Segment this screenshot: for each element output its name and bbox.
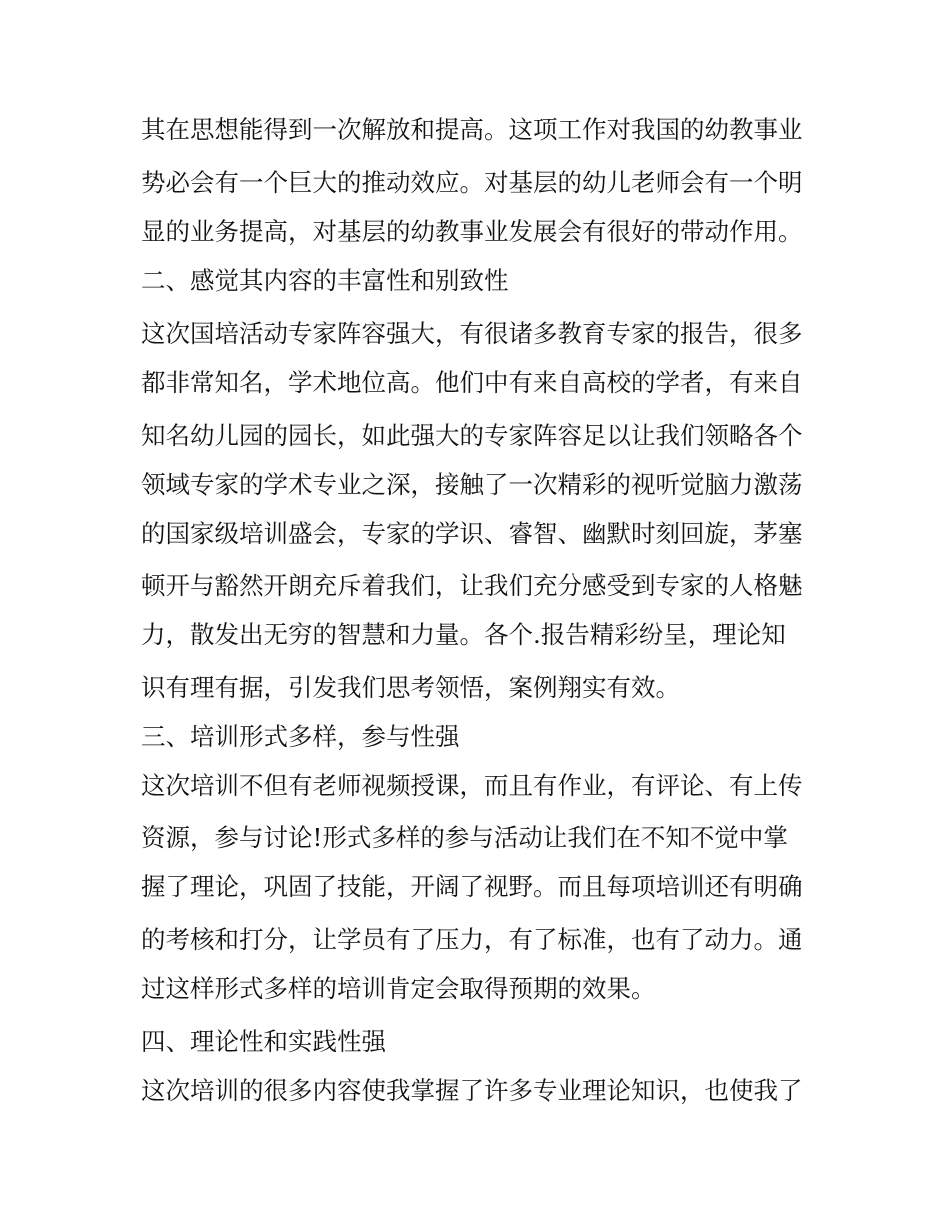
body-text-line: 显的业务提高，对基层的幼教事业发展会有很好的带动作用。 — [141, 217, 803, 246]
body-text-line: 这次培训不但有老师视频授课，而且有作业，有评论、有上传 — [141, 771, 803, 800]
body-text-line: 资源，参与讨论!形式多样的参与活动让我们在不知不觉中掌 — [141, 823, 788, 852]
body-text-line: 都非常知名，学术地位高。他们中有来自高校的学者，有来自 — [141, 368, 803, 397]
body-text-line: 顿开与豁然开朗充斥着我们，让我们充分感受到专家的人格魅 — [141, 571, 803, 600]
body-text-line: 的考核和打分，让学员有了压力，有了标准，也有了动力。通 — [141, 925, 803, 954]
section-heading: 三、培训形式多样，参与性强 — [141, 722, 460, 751]
body-text-line: 这次国培活动专家阵容强大，有很诸多教育专家的报告，很多 — [141, 319, 803, 348]
body-text-line: 握了理论，巩固了技能，开阔了视野。而且每项培训还有明确 — [141, 872, 803, 901]
section-heading: 二、感觉其内容的丰富性和别致性 — [141, 266, 509, 295]
body-text-line: 过这样形式多样的培训肯定会取得预期的效果。 — [141, 974, 656, 1003]
body-text-line: 其在思想能得到一次解放和提高。这项工作对我国的幼教事业 — [141, 115, 803, 144]
body-text-line: 领域专家的学术专业之深，接触了一次精彩的视听觉脑力激荡 — [141, 470, 803, 499]
body-text-line: 这次培训的很多内容使我掌握了许多专业理论知识，也使我了 — [141, 1076, 803, 1105]
body-text-line: 知名幼儿园的园长，如此强大的专家阵容足以让我们领略各个 — [141, 421, 803, 450]
body-text-line: 势必会有一个巨大的推动效应。对基层的幼儿老师会有一个明 — [141, 168, 803, 197]
section-heading: 四、理论性和实践性强 — [141, 1027, 386, 1056]
body-text-line: 识有理有据，引发我们思考领悟，案例翔实有效。 — [141, 673, 680, 702]
body-text-line: 的国家级培训盛会，专家的学识、睿智、幽默时刻回旋，茅塞 — [141, 519, 803, 548]
body-text-line: 力，散发出无穷的智慧和力量。各个.报告精彩纷呈，理论知 — [141, 620, 786, 649]
